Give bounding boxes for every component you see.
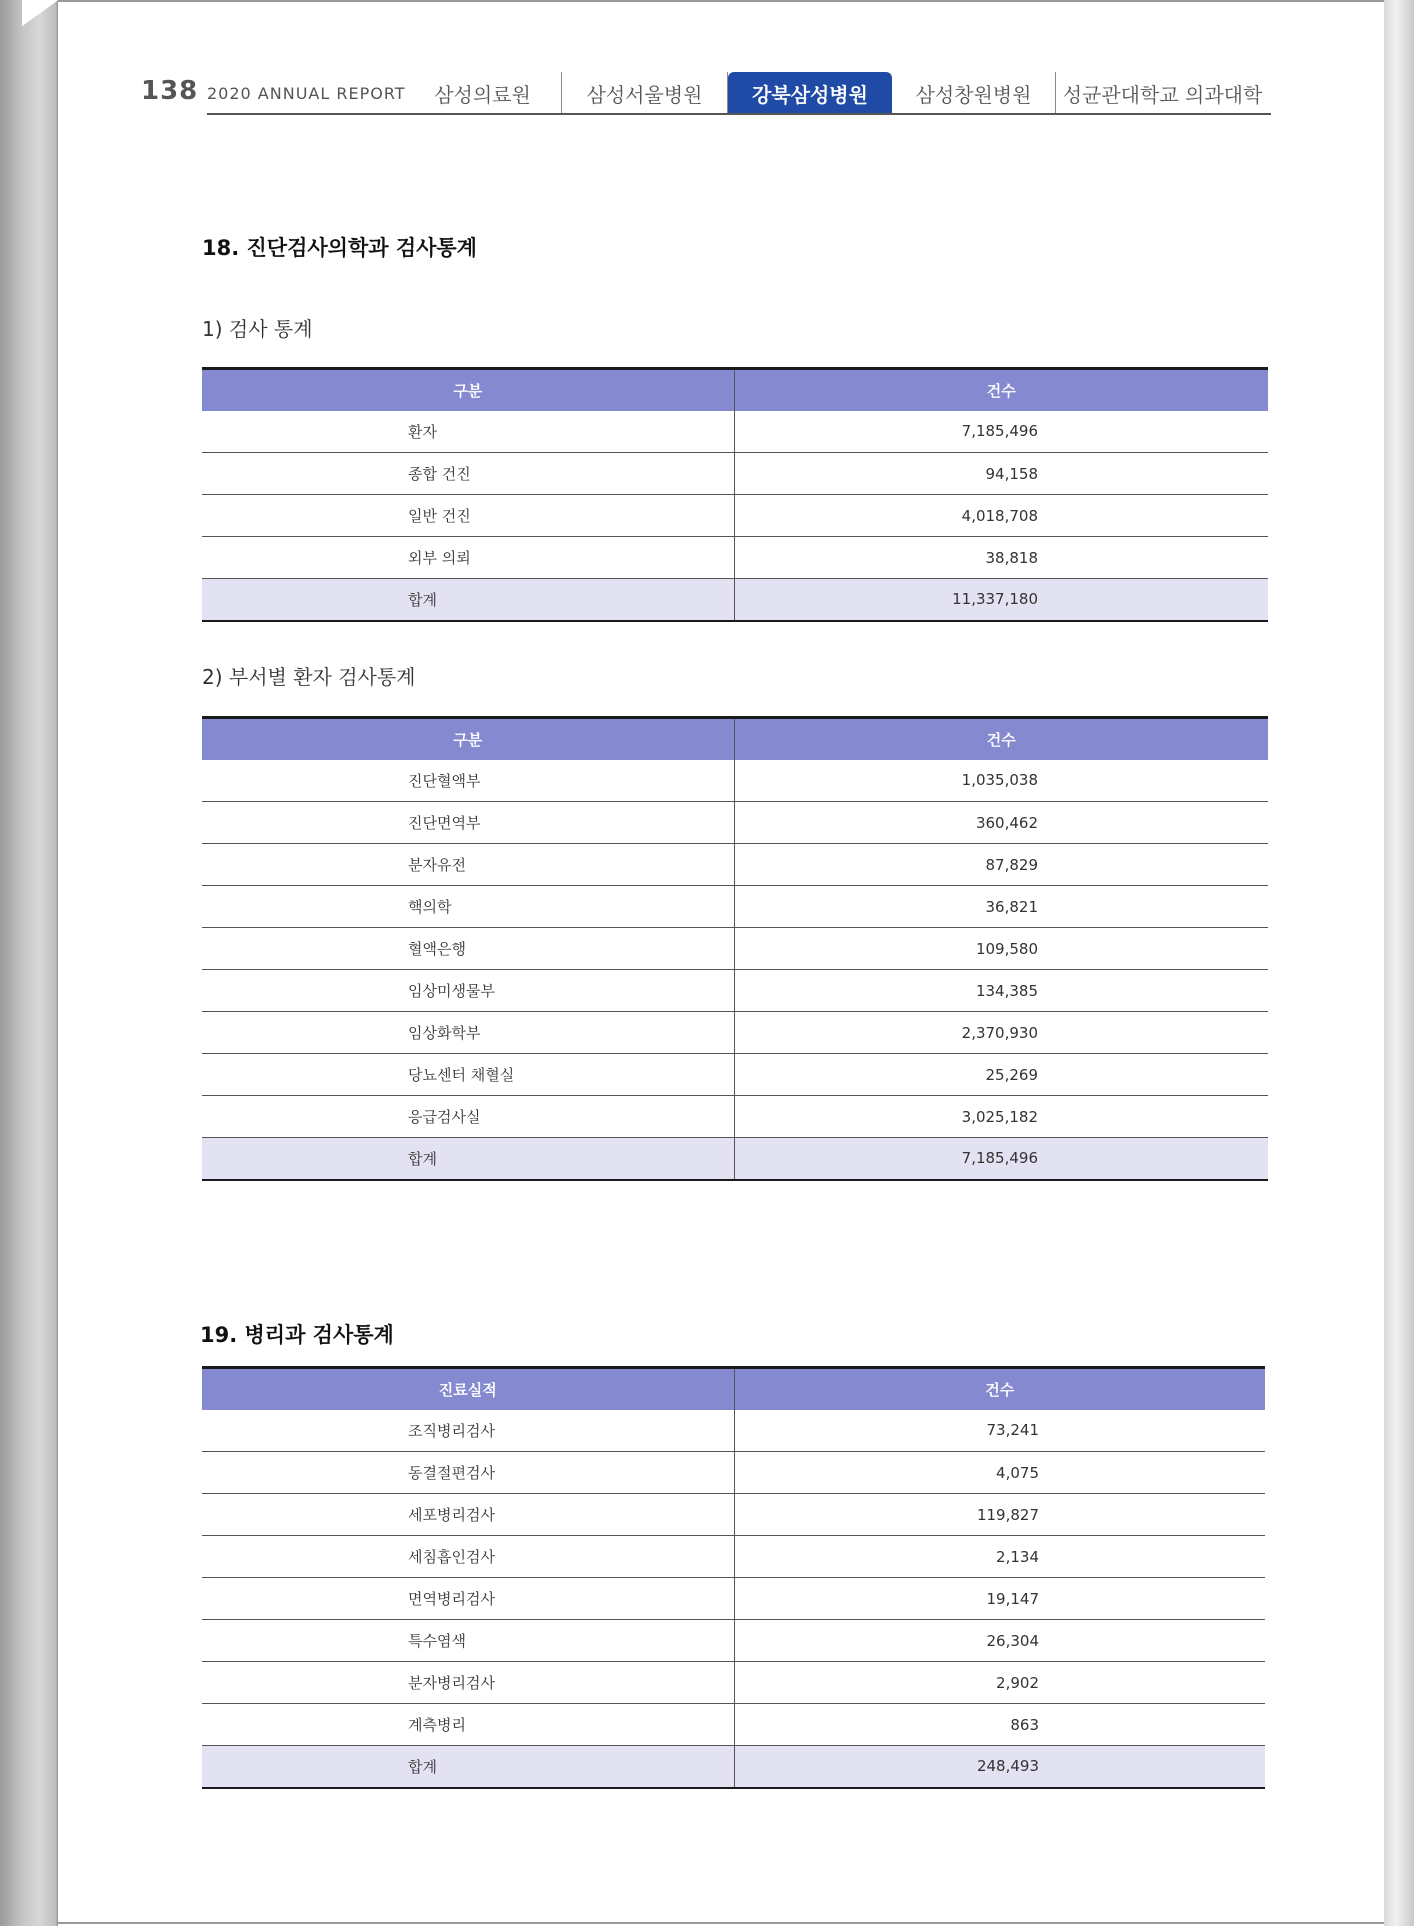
- total-label: 합계: [202, 579, 734, 621]
- category-cell: 조직병리검사: [202, 1410, 734, 1452]
- count-cell: 863: [734, 1704, 1265, 1746]
- total-value: 248,493: [734, 1746, 1265, 1788]
- table-header-row: [202, 1368, 1265, 1410]
- subsection-1-title: 1) 검사 통계: [202, 317, 313, 341]
- count-cell: 87,829: [734, 844, 1268, 886]
- pathology-statistics-table: [202, 1366, 1265, 1789]
- count-cell: 2,134: [734, 1536, 1265, 1578]
- category-cell: 외부 의뢰: [202, 537, 734, 579]
- table-row: [202, 1054, 1268, 1096]
- count-cell: 1,035,038: [734, 760, 1268, 802]
- count-cell: 2,902: [734, 1662, 1265, 1704]
- page-border-bottom: [58, 1922, 1384, 1924]
- table-row: [202, 802, 1268, 844]
- table-row: [202, 1452, 1265, 1494]
- report-title: 2020 ANNUAL REPORT: [207, 84, 406, 103]
- table-row: [202, 970, 1268, 1012]
- table-row: [202, 1536, 1265, 1578]
- count-cell: 119,827: [734, 1494, 1265, 1536]
- category-cell: 당뇨센터 채혈실: [202, 1054, 734, 1096]
- table-row: [202, 1704, 1265, 1746]
- total-value: 11,337,180: [734, 579, 1268, 621]
- category-cell: 면역병리검사: [202, 1578, 734, 1620]
- total-label: 합계: [202, 1746, 734, 1788]
- header-rule: [207, 113, 1271, 115]
- column-header-category: 진료실적: [202, 1368, 734, 1410]
- category-cell: 임상미생물부: [202, 970, 734, 1012]
- table-total-row: [202, 1746, 1265, 1788]
- count-cell: 4,018,708: [734, 495, 1268, 537]
- category-cell: 동결절편검사: [202, 1452, 734, 1494]
- category-cell: 응급검사실: [202, 1096, 734, 1138]
- table-row: [202, 928, 1268, 970]
- table-row: [202, 453, 1268, 495]
- category-cell: 일반 건진: [202, 495, 734, 537]
- count-cell: 25,269: [734, 1054, 1268, 1096]
- section-18-title: 18. 진단검사의학과 검사통계: [202, 236, 477, 260]
- table-row: [202, 886, 1268, 928]
- book-spine-edge: [0, 0, 58, 1926]
- category-cell: 계측병리: [202, 1704, 734, 1746]
- table-row: [202, 1410, 1265, 1452]
- total-label: 합계: [202, 1138, 734, 1180]
- count-cell: 38,818: [734, 537, 1268, 579]
- table-row: [202, 1096, 1268, 1138]
- count-cell: 134,385: [734, 970, 1268, 1012]
- category-cell: 진단면역부: [202, 802, 734, 844]
- category-cell: 분자병리검사: [202, 1662, 734, 1704]
- column-header-category: 구분: [202, 718, 734, 760]
- category-cell: 진단혈액부: [202, 760, 734, 802]
- hospital-nav-tabs: [404, 72, 1269, 114]
- tab-samsung-medical-center[interactable]: 삼성의료원: [404, 72, 562, 114]
- category-cell: 혈액은행: [202, 928, 734, 970]
- table-row: [202, 537, 1268, 579]
- count-cell: 19,147: [734, 1578, 1265, 1620]
- table-header-row: [202, 369, 1268, 411]
- column-header-count: 건수: [734, 369, 1268, 411]
- count-cell: 94,158: [734, 453, 1268, 495]
- tab-kangbuk-samsung-hospital[interactable]: 강북삼성병원: [728, 72, 892, 114]
- category-cell: 환자: [202, 411, 734, 453]
- category-cell: 특수염색: [202, 1620, 734, 1662]
- tab-skku-school-of-medicine[interactable]: 성균관대학교 의과대학: [1062, 82, 1263, 107]
- table-row: [202, 760, 1268, 802]
- table-row: [202, 844, 1268, 886]
- table-row: [202, 1494, 1265, 1536]
- table-row: [202, 1012, 1268, 1054]
- category-cell: 세침흡인검사: [202, 1536, 734, 1578]
- table-row: [202, 411, 1268, 453]
- count-cell: 7,185,496: [734, 411, 1268, 453]
- count-cell: 3,025,182: [734, 1096, 1268, 1138]
- count-cell: 73,241: [734, 1410, 1265, 1452]
- table-row: [202, 1662, 1265, 1704]
- column-header-category: 구분: [202, 369, 734, 411]
- count-cell: 360,462: [734, 802, 1268, 844]
- tab-samsung-seoul-hospital[interactable]: 삼성서울병원: [562, 72, 728, 114]
- category-cell: 핵의학: [202, 886, 734, 928]
- section-19-title: 19. 병리과 검사통계: [200, 1323, 394, 1347]
- total-value: 7,185,496: [734, 1138, 1268, 1180]
- table-total-row: [202, 579, 1268, 621]
- test-statistics-table: [202, 367, 1268, 622]
- department-statistics-table: [202, 716, 1268, 1181]
- count-cell: 2,370,930: [734, 1012, 1268, 1054]
- category-cell: 임상화학부: [202, 1012, 734, 1054]
- table-total-row: [202, 1138, 1268, 1180]
- count-cell: 36,821: [734, 886, 1268, 928]
- count-cell: 4,075: [734, 1452, 1265, 1494]
- count-cell: 109,580: [734, 928, 1268, 970]
- category-cell: 분자유전: [202, 844, 734, 886]
- table-row: [202, 495, 1268, 537]
- column-header-count: 건수: [734, 718, 1268, 760]
- table-header-row: [202, 718, 1268, 760]
- table-row: [202, 1578, 1265, 1620]
- category-cell: 세포병리검사: [202, 1494, 734, 1536]
- table-row: [202, 1620, 1265, 1662]
- book-right-edge: [1384, 0, 1414, 1926]
- category-cell: 종합 건진: [202, 453, 734, 495]
- page-number: 138: [141, 76, 199, 106]
- column-header-count: 건수: [734, 1368, 1265, 1410]
- tab-samsung-changwon-hospital[interactable]: 삼성창원병원: [892, 72, 1056, 114]
- subsection-2-title: 2) 부서별 환자 검사통계: [202, 665, 416, 689]
- count-cell: 26,304: [734, 1620, 1265, 1662]
- page-corner: [22, 0, 58, 26]
